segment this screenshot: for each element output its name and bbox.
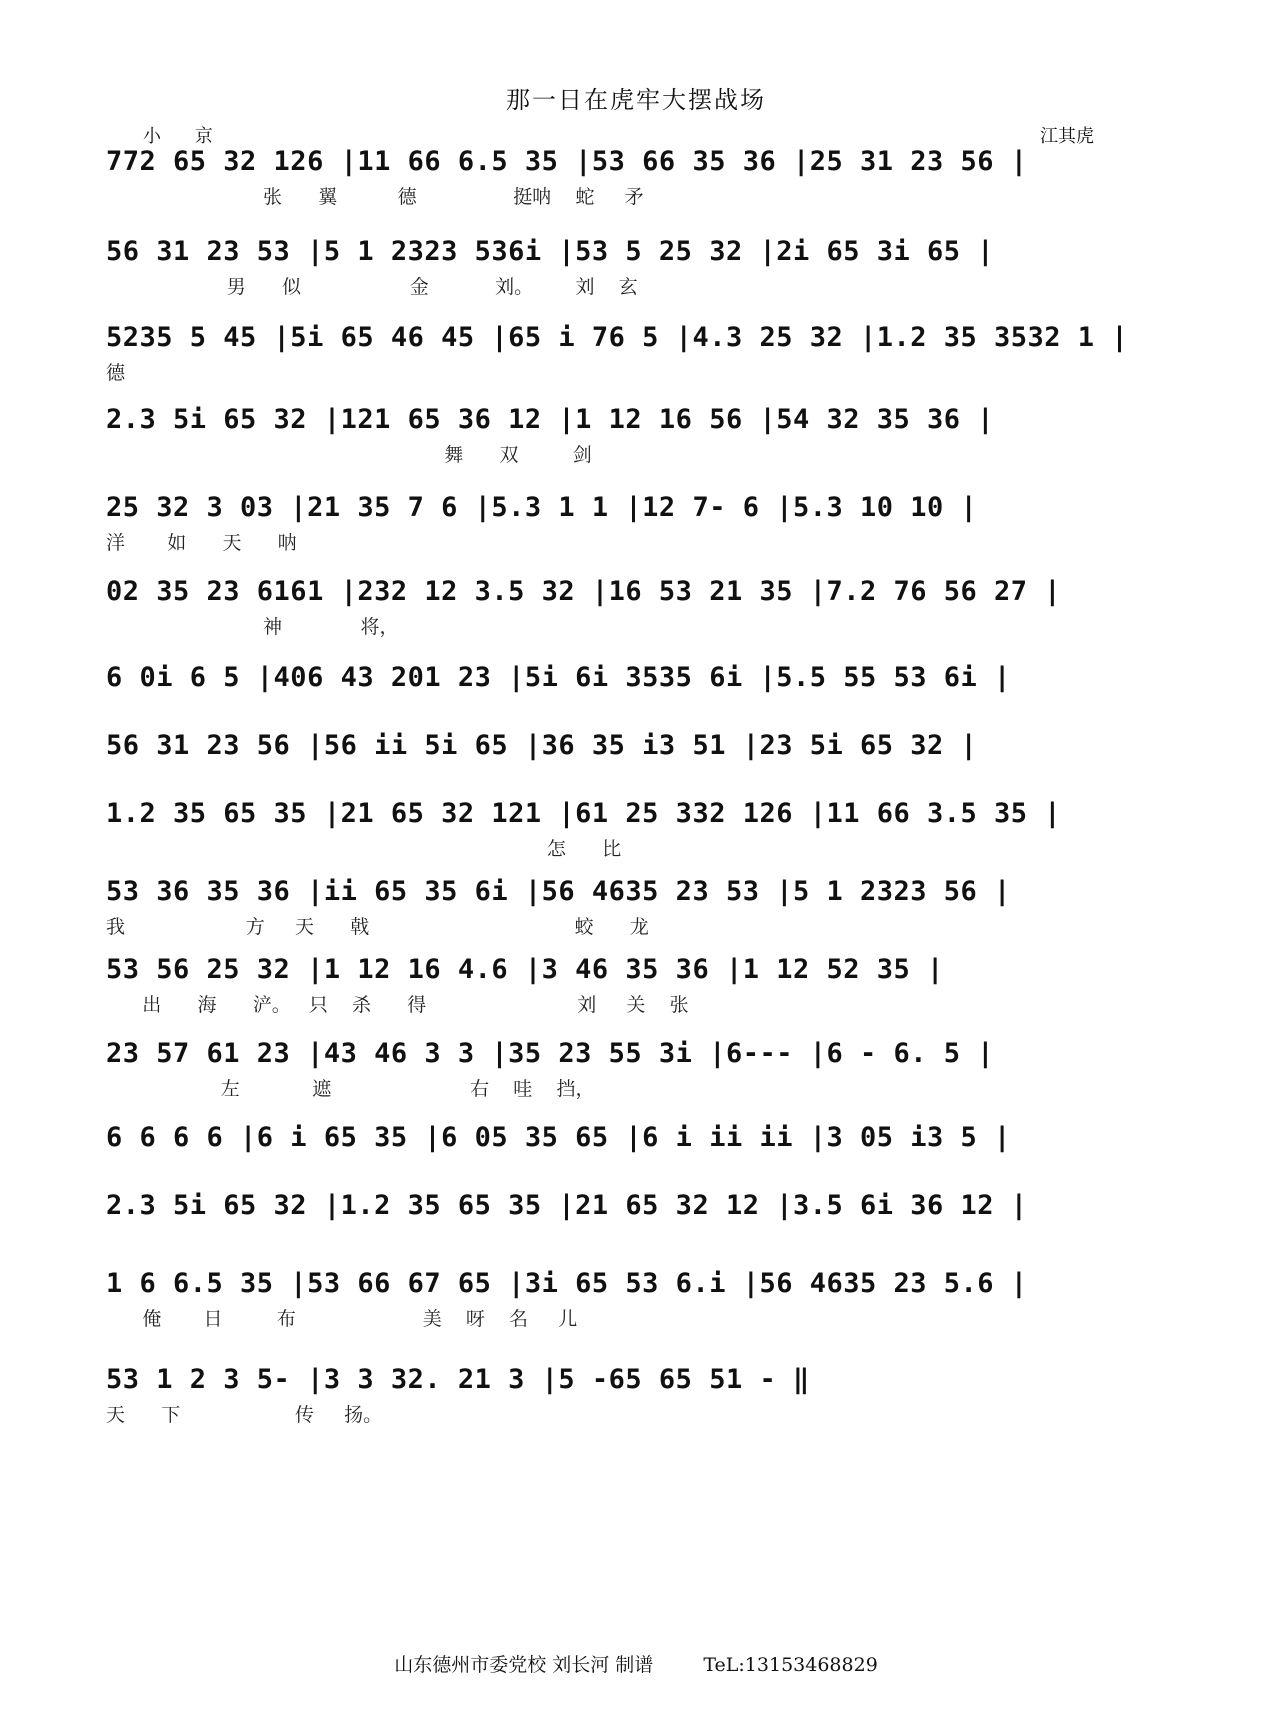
notes-line: 5235 5 45 |5i 65 46 45 |65 i 76 5 |4.3 25 32 |1.2 35 3532 1 | <box>106 322 1129 353</box>
staff-system <box>106 1118 1166 1186</box>
notes-line: 56 31 23 53 |5 1 2323 536i |53 5 25 32 |2i 65 3i 65 | <box>106 236 995 267</box>
staff-system <box>106 872 1166 940</box>
lyrics-line: 出 海 浐。 只 杀 得 刘 关 张 <box>106 994 689 1016</box>
notes-line: 25 32 3 03 |21 35 7 6 |5.3 1 1 |12 7- 6 |5.3 10 10 | <box>106 492 978 523</box>
lyrics-line: 舞 双 剑 <box>106 444 592 466</box>
lyrics-line: 俺 日 布 美 呀 名 儿 <box>106 1308 578 1330</box>
staff-system <box>106 400 1166 468</box>
notes-line: 6 0i 6 5 |406 43 201 23 |5i 6i 3535 6i |5.5 55 53 6i | <box>106 662 1011 693</box>
notes-line: 53 1 2 3 5- |3 3 32. 21 3 |5 -65 65 51 - ‖ <box>106 1364 810 1395</box>
footer-credit: 山东德州市委党校 刘长河 制谱 <box>394 1654 654 1676</box>
staff-system <box>106 488 1166 556</box>
lyrics-line <box>106 700 1166 726</box>
staff-system <box>106 1034 1166 1102</box>
notes-line: 2.3 5i 65 32 |121 65 36 12 |1 12 16 56 |54 32 35 36 | <box>106 404 995 435</box>
notes-line: 1 6 6.5 35 |53 66 67 65 |3i 65 53 6.i |56 4635 23 5.6 | <box>106 1268 1028 1299</box>
score-title: 那一日在虎牢大摆战场 <box>506 86 766 114</box>
staff-system <box>106 142 1166 210</box>
staff-system <box>106 232 1166 300</box>
notes-line: 56 31 23 56 |56 ii 5i 65 |36 35 i3 51 |23 5i 65 32 | <box>106 730 978 761</box>
lyrics-line: 怎 比 <box>106 838 622 860</box>
notes-line: 6 6 6 6 |6 i 65 35 |6 05 35 65 |6 i ii ii |3 05 i3 5 | <box>106 1122 1011 1153</box>
footer <box>0 1650 1272 1677</box>
staff-system <box>106 658 1166 726</box>
staff-system <box>106 318 1166 386</box>
staff-system <box>106 1264 1166 1332</box>
staff-system <box>106 950 1166 1018</box>
staff-system <box>106 1360 1166 1428</box>
notes-line: 23 57 61 23 |43 46 3 3 |35 23 55 3i |6--- |6 - 6. 5 | <box>106 1038 995 1069</box>
lyrics-line: 洋 如 天 呐 <box>106 532 297 554</box>
lyrics-line: 天 下 传 扬。 <box>106 1404 383 1426</box>
notes-line: 53 56 25 32 |1 12 16 4.6 |3 46 35 36 |1 12 52 35 | <box>106 954 944 985</box>
lyrics-line: 张 翼 德 挺呐 蛇 矛 <box>106 186 644 208</box>
notes-line: 53 36 35 36 |ii 65 35 6i |56 4635 23 53 |5 1 2323 56 | <box>106 876 1011 907</box>
notes-line: 1.2 35 65 35 |21 65 32 121 |61 25 332 126 |11 66 3.5 35 | <box>106 798 1062 829</box>
lyrics-line <box>106 1160 1166 1186</box>
notes-line: 02 35 23 6161 |232 12 3.5 32 |16 53 21 35 |7.2 76 56 27 | <box>106 576 1062 607</box>
lyrics-line: 神 将， <box>106 616 399 638</box>
staff-system <box>106 794 1166 862</box>
lyrics-line: 左 遮 右 哇 挡， <box>106 1078 595 1100</box>
staff-system <box>106 572 1166 640</box>
lyrics-line <box>106 768 1166 794</box>
lyrics-line: 我 方 天 戟 蛟 龙 <box>106 916 649 938</box>
arranger-label: 江其虎 <box>1040 126 1094 147</box>
label-left: 小 京 <box>143 126 227 147</box>
footer-phone: TeL:13153468829 <box>703 1654 878 1676</box>
staff-system <box>106 1186 1166 1254</box>
notes-line: 772 65 32 126 |11 66 6.5 35 |53 66 35 36 |25 31 23 56 | <box>106 146 1028 177</box>
lyrics-line: 男 似 金 刘。 刘 玄 <box>106 276 638 298</box>
staff-system <box>106 726 1166 794</box>
lyrics-line: 德 <box>106 362 126 384</box>
lyrics-line <box>106 1228 1166 1254</box>
notes-line: 2.3 5i 65 32 |1.2 35 65 35 |21 65 32 12 |3.5 6i 36 12 | <box>106 1190 1028 1221</box>
